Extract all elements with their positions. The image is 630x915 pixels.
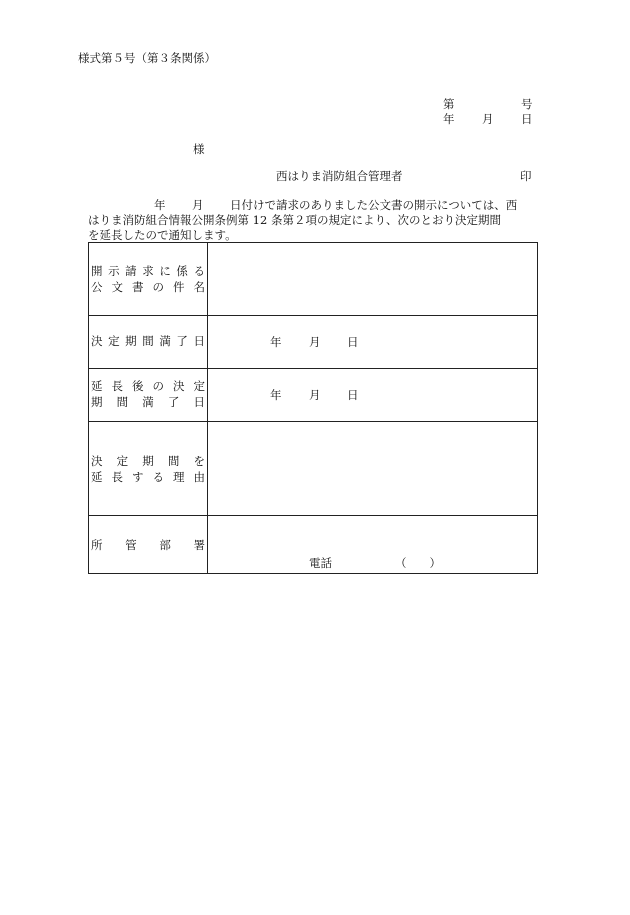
label-char: 理 (173, 470, 185, 484)
extended-month: 月 (309, 388, 321, 402)
row-label (89, 263, 207, 295)
phone-label: 電話 (309, 556, 332, 570)
label-char: 了 (176, 334, 188, 348)
label-char: 決 (91, 334, 103, 348)
label-char: 示 (108, 264, 120, 278)
label-char: る (152, 470, 164, 484)
label-char: 書 (132, 280, 144, 294)
label-char: の (152, 379, 164, 393)
label-line (91, 378, 205, 394)
extended-year: 年 (270, 388, 282, 402)
label-char: の (152, 280, 164, 294)
label-char: 係 (176, 264, 188, 278)
doc-number-suffix: 号 (521, 97, 533, 111)
label-char: 定 (108, 334, 120, 348)
label-line (91, 394, 205, 410)
label-char: 間 (116, 395, 129, 409)
form-id: 様式第５号（第３条関係） (78, 51, 216, 65)
label-line (91, 263, 205, 279)
body-line2: はりま消防組合情報公開条例第 12 条第２項の規定により、次のとおり決定期間 (88, 213, 501, 227)
label-char: 決 (173, 379, 185, 393)
table-row-department (89, 515, 537, 573)
row-label (89, 333, 207, 349)
label-char: 日 (193, 334, 205, 348)
label-char: 間 (167, 454, 180, 468)
label-char: 件 (173, 280, 185, 294)
row-label (89, 537, 207, 553)
label-char: 満 (159, 334, 171, 348)
label-char: 求 (142, 264, 154, 278)
deadline-month: 月 (309, 335, 321, 349)
label-char: を (193, 454, 205, 468)
label-line (91, 279, 205, 295)
issuer-name: 西はりま消防組合管理者 (276, 169, 403, 183)
label-char: る (193, 264, 205, 278)
label-char: 開 (91, 264, 103, 278)
label-char: 満 (142, 395, 154, 409)
label-char: 延 (91, 470, 103, 484)
label-char: 期 (91, 395, 103, 409)
body-line1: 日付けで請求のありました公文書の開示については、西 (230, 198, 518, 212)
label-line (91, 333, 205, 349)
body-year: 年 (154, 198, 166, 212)
label-char: 請 (125, 264, 137, 278)
label-char: 延 (91, 379, 103, 393)
table-row-reason (89, 421, 537, 516)
label-char: 定 (193, 379, 205, 393)
label-line (91, 469, 205, 485)
deadline-year: 年 (270, 335, 282, 349)
label-char: 決 (91, 454, 103, 468)
label-char: に (159, 264, 171, 278)
label-char: 所 (91, 538, 103, 552)
label-char: 名 (193, 280, 205, 294)
label-char: 後 (132, 379, 144, 393)
label-char: 署 (193, 538, 205, 552)
label-char: 管 (125, 538, 137, 552)
body-line3: を延長したので通知します。 (88, 228, 237, 242)
label-char: 長 (111, 379, 123, 393)
date-year: 年 (443, 112, 455, 126)
table-row-deadline (89, 315, 537, 369)
seal-mark: 印 (520, 169, 532, 183)
label-char: 部 (159, 538, 171, 552)
label-char: す (132, 470, 144, 484)
body-month: 月 (192, 198, 204, 212)
row-label (89, 378, 207, 410)
label-char: 日 (193, 395, 205, 409)
row-label (89, 453, 207, 485)
detail-table (88, 242, 538, 574)
addressee-suffix: 様 (193, 142, 205, 156)
label-char: 文 (111, 280, 123, 294)
date-month: 月 (482, 112, 494, 126)
label-char: 定 (116, 454, 129, 468)
date-day: 日 (521, 112, 533, 126)
label-char: 長 (111, 470, 123, 484)
label-char: 期 (125, 334, 137, 348)
phone-paren: （ ） (395, 556, 441, 570)
table-row-extended-deadline (89, 368, 537, 422)
label-char: 了 (167, 395, 180, 409)
label-char: 間 (142, 334, 154, 348)
deadline-day: 日 (347, 335, 359, 349)
label-line (91, 453, 205, 469)
doc-number-prefix: 第 (443, 97, 455, 111)
extended-day: 日 (347, 388, 359, 402)
label-char: 由 (193, 470, 205, 484)
label-char: 期 (142, 454, 154, 468)
label-char: 公 (91, 280, 103, 294)
label-line (91, 537, 205, 553)
table-row-document (89, 243, 537, 316)
